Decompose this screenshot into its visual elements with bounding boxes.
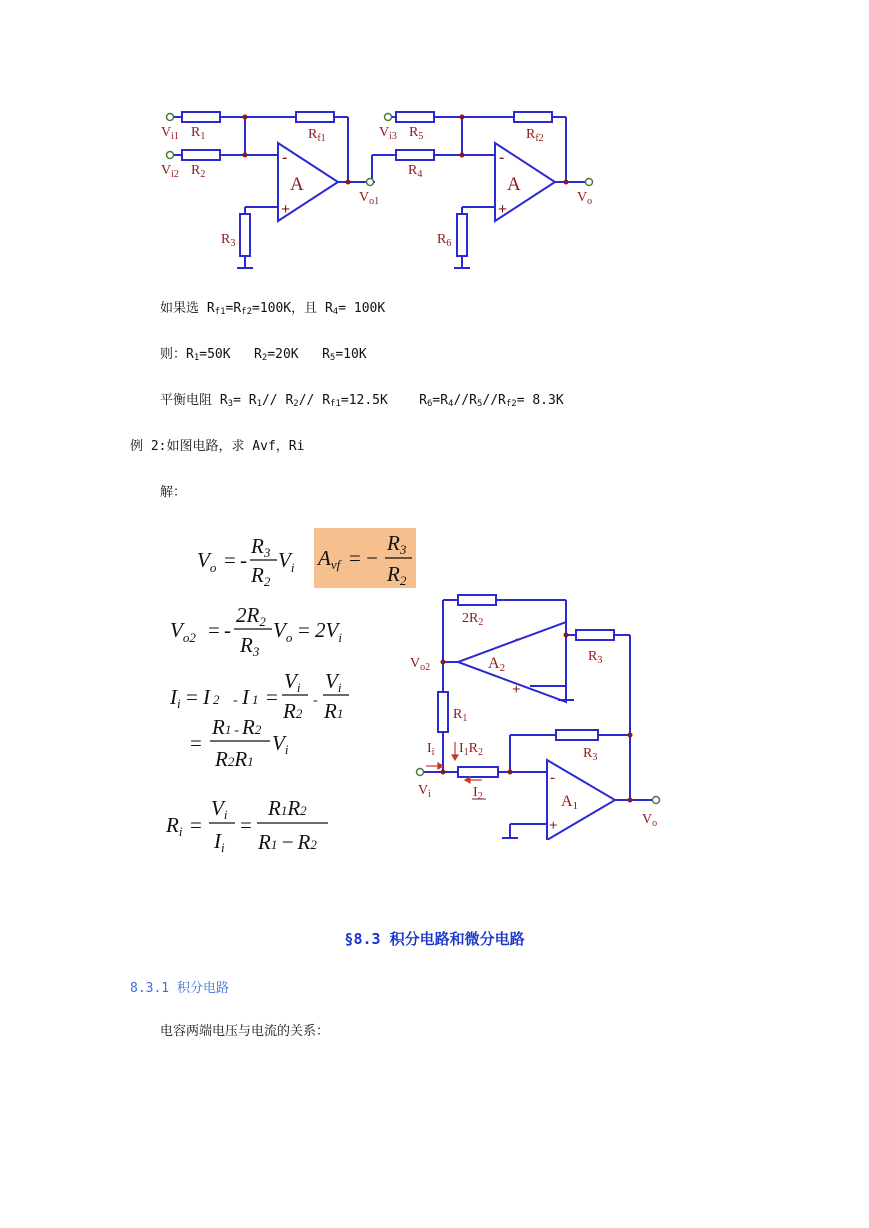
svg-text:-: - — [313, 693, 318, 708]
svg-text:Vo: $V_o$ — [577, 190, 593, 207]
svg-text:R1−R2: R1 − R2 — [258, 830, 317, 854]
svg-text:R1: R1 — [324, 699, 344, 723]
svg-text:R2: R2 — [283, 699, 303, 723]
equations-block — [160, 520, 430, 860]
svg-text:Vi: Vi — [325, 669, 342, 695]
svg-text:-: - — [499, 149, 505, 166]
svg-text:+: + — [549, 818, 558, 834]
svg-text:Vi2: $V_{i2}$ — [161, 163, 179, 180]
svg-text:Ii: Ii — [170, 685, 181, 711]
resistor-choice-line: 如果选 $R_{f1}=R_{f2}=100K$，且 $R_4= 100K$ — [160, 301, 386, 317]
balance-resistor-line: 平衡电阻 $R_3= R_1//$ $R_2//$ $R_{f1}=12.5K$ $R_6=R_4//R_5//R_{f2}= 8.3K$ — [160, 393, 564, 409]
svg-text:=: = — [298, 618, 310, 642]
svg-text:=: = — [266, 685, 278, 709]
svg-text:A: A — [290, 174, 304, 195]
svg-text:I1: I 1 — [242, 685, 259, 709]
svg-text:Vi: Vi — [211, 796, 228, 822]
svg-text:R5: $R_5$ — [409, 125, 424, 142]
svg-text:Vi: $V_i$ — [418, 783, 431, 800]
svg-text:Vo: $V_o$ — [273, 618, 293, 645]
svg-text:R4: $R_4$ — [408, 163, 423, 180]
svg-text:2R2: $2R_2$ — [462, 611, 484, 628]
svg-text:-: - — [233, 693, 238, 708]
resistor-values-line: 则：$R_1=50K$ $R_2=20K$ $R_5=10K$ — [160, 347, 367, 363]
svg-text:=: = — [208, 618, 220, 642]
svg-text:Ii: $I_i$ — [427, 741, 435, 758]
svg-text:-: - — [240, 548, 247, 572]
svg-text:Vi: Vi — [272, 731, 289, 757]
svg-text:+: + — [498, 201, 508, 218]
section-title: §8.3 积分电路和微分电路 — [344, 930, 525, 948]
svg-text:R2: R2 — [387, 562, 407, 588]
svg-text:Vo1: $V_{o1}$ — [359, 190, 380, 207]
svg-text:R3: $R_3$ — [583, 746, 598, 763]
svg-text:R3: $R_3$ — [588, 649, 603, 666]
svg-text:=: = — [190, 731, 202, 755]
svg-text:R2: $R_2$ — [191, 163, 206, 180]
svg-text:R2R1: R2R1 — [215, 747, 254, 771]
svg-text:-: - — [550, 770, 555, 786]
svg-text:Vi: $V_i$ — [278, 548, 295, 575]
svg-text:Rf2: $R_{f2}$ — [526, 127, 544, 144]
svg-text:R3: $R_3$ — [221, 232, 236, 249]
svg-text:Vi3: $V_{i3}$ — [379, 125, 397, 142]
svg-text:Vo: $V_o$ — [197, 548, 217, 575]
svg-text:R3: R3 — [251, 534, 271, 560]
svg-text:=: = — [186, 685, 198, 709]
svg-text:Vo2: $V_{o2}$ — [410, 656, 431, 673]
svg-text:Vo: $V_o$ — [642, 812, 658, 829]
svg-text:+: + — [512, 682, 521, 698]
svg-text:A2: A2 — [488, 655, 506, 674]
svg-text:A: A — [507, 174, 521, 195]
svg-text:2Vi: $2V_i$ — [315, 618, 342, 645]
example-2-prompt: 例 2:如图电路，求 Avf，Ri — [130, 439, 305, 454]
svg-text:=: = — [190, 813, 202, 837]
svg-text:Vo2: $V_{o2}$ — [170, 618, 196, 645]
svg-text:=: = — [224, 548, 236, 572]
subsection-title: 8.3.1 积分电路 — [130, 981, 229, 996]
svg-text:Ii: Ii — [214, 829, 225, 855]
svg-text:Vi1: $V_{i1}$ — [161, 125, 179, 142]
svg-text:=: = — [240, 813, 252, 837]
svg-text:= −: = − — [349, 546, 378, 570]
svg-text:Rf1: $R_{f1}$ — [308, 127, 326, 144]
svg-text:R3: R3 — [240, 633, 260, 659]
svg-text:I2: I 2 — [203, 685, 220, 709]
svg-text:-: - — [282, 149, 288, 166]
svg-text:I1R2: $I_1R_2$ — [459, 741, 484, 758]
svg-text:+: + — [281, 201, 291, 218]
svg-text:I2: $I_2$ — [473, 785, 483, 802]
svg-text:-: - — [515, 631, 520, 647]
svg-text:A1: A1 — [561, 793, 579, 812]
svg-text:Ri: Ri — [166, 813, 183, 839]
svg-text:R1-R2: R1 - R2 — [212, 715, 262, 739]
svg-text:R1: $R_1$ — [453, 707, 468, 724]
svg-text:2R2: 2R2 — [236, 603, 266, 629]
svg-text:R6: $R_6$ — [437, 232, 452, 249]
svg-text:-: - — [224, 618, 231, 642]
circuit-diagram-example-2 — [400, 590, 680, 840]
solution-label: 解： — [160, 485, 187, 500]
svg-text:R1R2: R1R2 — [268, 796, 307, 820]
circuit-diagram-summing-amplifiers — [150, 100, 610, 285]
capacitor-relation-text: 电容两端电压与电流的关系： — [160, 1024, 330, 1039]
svg-text:R2: R2 — [251, 563, 271, 589]
svg-text:R3: R3 — [387, 531, 407, 557]
svg-text:R1: $R_1$ — [191, 125, 206, 142]
svg-text:Avf: Avf — [318, 546, 341, 572]
svg-text:Vi: Vi — [284, 669, 301, 695]
